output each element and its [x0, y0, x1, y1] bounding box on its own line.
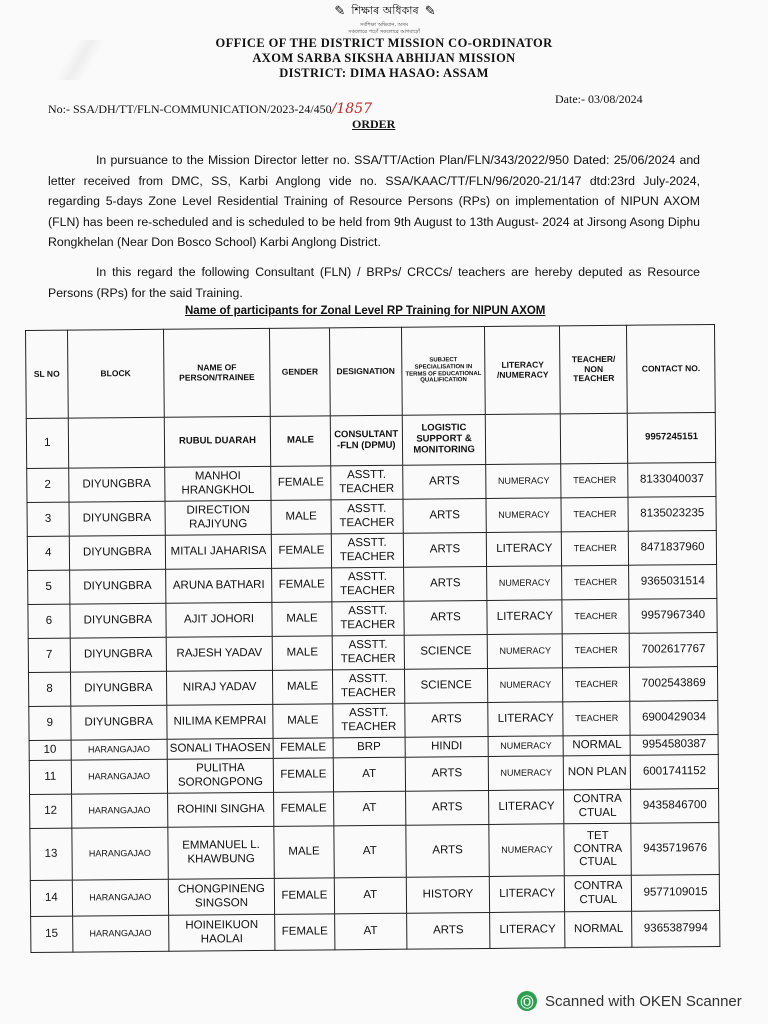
header-contact: CONTACT NO.: [627, 324, 716, 413]
cell-contact: 9577109015: [632, 874, 720, 911]
cell-contact: 8133040037: [628, 462, 716, 497]
cell-literacy: LITERACY: [490, 876, 565, 913]
cell-teacher: TEACHER: [563, 667, 630, 702]
cell-designation: ASSTT. TEACHER: [330, 465, 402, 500]
cell-contact: 9957967340: [629, 598, 717, 633]
cell-teacher: NORMAL: [565, 911, 632, 948]
header-sl: SL NO: [26, 330, 69, 418]
cell-name: PULITHA SORONGPONG: [167, 758, 274, 793]
cell-subject: SCIENCE: [404, 668, 488, 703]
cell-sl: 12: [30, 794, 72, 828]
cell-contact: 8135023235: [628, 496, 716, 531]
cell-block: DIYUNGBRA: [69, 501, 165, 536]
cell-name: EMMANUEL L. KHAWBUNG: [168, 826, 275, 879]
cell-literacy: LITERACY: [487, 600, 562, 635]
cell-gender: FEMALE: [271, 466, 331, 501]
cell-literacy: NUMERACY: [487, 566, 562, 601]
cell-contact: 9435719676: [631, 822, 719, 875]
cell-block: DIYUNGBRA: [68, 467, 164, 502]
cell-literacy: LITERACY: [488, 702, 563, 737]
cell-subject: HINDI: [405, 736, 489, 757]
cell-literacy: NUMERACY: [488, 668, 563, 703]
header-designation: DESIGNATION: [329, 327, 402, 416]
cell-sl: 9: [29, 706, 71, 740]
order-title: ORDER: [352, 117, 396, 131]
cell-teacher: TEACHER: [562, 531, 629, 566]
cell-name: DIRECTION RAJIYUNG: [165, 500, 272, 535]
cell-designation: CONSULTANT -FLN (DPMU): [330, 415, 402, 466]
order-date: Date:- 03/08/2024: [555, 92, 643, 106]
cell-subject: ARTS: [405, 756, 489, 791]
cell-block: HARANGAJAO: [72, 827, 168, 880]
cell-contact: 7002617767: [629, 632, 717, 667]
table-header-row: [26, 324, 716, 418]
cell-sl: 6: [28, 604, 70, 638]
cell-block: DIYUNGBRA: [70, 637, 166, 672]
cell-name: NIRAJ YADAV: [166, 670, 273, 705]
cell-name: RAJESH YADAV: [166, 636, 273, 671]
scanner-text: Scanned with OKEN Scanner: [545, 992, 742, 1010]
cell-subject: ARTS: [403, 566, 487, 601]
cell-teacher: TEACHER: [562, 599, 629, 634]
emblem: [300, 2, 470, 20]
cell-block: HARANGAJAO: [71, 793, 167, 828]
cell-designation: ASSTT. TEACHER: [331, 533, 403, 568]
cell-gender: FEMALE: [272, 534, 332, 569]
cell-designation: ASSTT. TEACHER: [332, 669, 404, 704]
cell-literacy: [486, 414, 562, 465]
cell-sl: 8: [28, 672, 70, 706]
participants-table: [25, 324, 720, 953]
cell-subject: ARTS: [402, 464, 486, 499]
cell-subject: ARTS: [406, 912, 490, 949]
cell-designation: ASSTT. TEACHER: [331, 499, 403, 534]
cell-contact: 6900429034: [630, 700, 718, 735]
table-row: [30, 874, 719, 916]
header-subject: SUBJECT SPECIALISATION IN TERMS OF EDUCATIONAL QUALIFICATION: [401, 326, 485, 415]
cell-name: AJIT JOHORI: [166, 602, 273, 637]
motto-top: সৰ্বশিক্ষা অভিযান, অসম: [360, 22, 408, 28]
cell-gender: FEMALE: [272, 568, 332, 603]
cell-sl: 5: [28, 570, 70, 604]
motto-sub: সকলোৱে পঢ়োঁ সকলোৱে আগবাঢ়োঁ: [348, 29, 420, 35]
scanner-watermark: [517, 991, 742, 1011]
cell-gender: MALE: [274, 826, 334, 879]
header-block: BLOCK: [67, 329, 164, 418]
cell-subject: ARTS: [405, 790, 489, 825]
cell-subject: ARTS: [404, 600, 488, 635]
cell-literacy: LITERACY: [489, 790, 564, 825]
reference-number-text: No:- SSA/DH/TT/FLN-COMMUNICATION/2023-24/450: [48, 102, 332, 116]
emblem-right-icon: ✎: [424, 3, 436, 18]
cell-block: HARANGAJAO: [71, 759, 167, 794]
cell-sl: 2: [27, 468, 69, 502]
cell-designation: ASSTT. TEACHER: [332, 601, 404, 636]
cell-gender: MALE: [273, 704, 333, 739]
table-row: [26, 412, 715, 468]
cell-contact: 9365387994: [632, 910, 720, 947]
cell-block: [68, 417, 164, 468]
cell-teacher: TEACHER: [561, 497, 628, 532]
header-name: NAME OF PERSON/TRAINEE: [163, 328, 270, 417]
cell-literacy: NUMERACY: [487, 634, 562, 669]
cell-block: DIYUNGBRA: [70, 671, 166, 706]
table-row: [30, 822, 719, 880]
cell-gender: FEMALE: [273, 758, 333, 793]
cell-subject: LOGISTIC SUPPORT & MONITORING: [402, 414, 486, 465]
cell-name: MANHOI HRANGKHOL: [164, 466, 271, 501]
header-teacher: TEACHER/ NON TEACHER: [560, 325, 628, 414]
cell-teacher: TEACHER: [563, 701, 630, 736]
cell-sl: 15: [31, 916, 73, 952]
cell-name: ARUNA BATHARI: [165, 568, 272, 603]
cell-literacy: NUMERACY: [489, 824, 565, 877]
emblem-left-icon: ✎: [334, 3, 346, 18]
cell-name: CHONGPINENG SINGSON: [168, 878, 275, 915]
cell-teacher: [561, 413, 628, 464]
cell-contact: 8471837960: [629, 530, 717, 565]
emblem-caption: শিক্ষাৰ অধিকাৰ: [351, 3, 419, 17]
header-literacy: LITERACY /NUMERACY: [485, 326, 561, 415]
cell-teacher: CONTRA CTUAL: [565, 875, 632, 912]
cell-designation: ASSTT. TEACHER: [331, 567, 403, 602]
cell-name: RUBUL DUARAH: [164, 416, 271, 467]
cell-teacher: TET CONTRA CTUAL: [564, 823, 631, 876]
cell-gender: MALE: [271, 500, 331, 535]
cell-teacher: NON PLAN: [564, 755, 631, 790]
cell-contact: 9435846700: [631, 788, 719, 823]
cell-gender: FEMALE: [274, 792, 334, 827]
cell-teacher: NORMAL: [564, 735, 631, 756]
cell-sl: 14: [30, 880, 72, 916]
cell-contact: 9954580387: [630, 734, 718, 755]
cell-name: NILIMA KEMPRAI: [167, 704, 274, 739]
cell-block: DIYUNGBRA: [71, 705, 167, 740]
office-line: OFFICE OF THE DISTRICT MISSION CO-ORDINATOR: [215, 36, 553, 50]
cell-designation: AT: [333, 757, 405, 792]
cell-literacy: NUMERACY: [486, 464, 561, 499]
cell-gender: MALE: [272, 602, 332, 637]
cell-block: HARANGAJAO: [71, 739, 167, 760]
cell-name: SONALI THAOSEN: [167, 738, 274, 759]
cell-subject: HISTORY: [406, 876, 490, 913]
cell-literacy: NUMERACY: [488, 736, 563, 757]
cell-contact: 9365031514: [629, 564, 717, 599]
cell-name: HOINEIKUON HAOLAI: [168, 914, 275, 951]
cell-sl: 4: [27, 536, 69, 570]
cell-sl: 10: [29, 740, 71, 760]
paragraph-2: [48, 262, 700, 303]
cell-sl: 1: [26, 418, 68, 468]
cell-gender: FEMALE: [275, 878, 335, 915]
cell-subject: ARTS: [405, 702, 489, 737]
cell-sl: 11: [29, 760, 71, 794]
cell-block: DIYUNGBRA: [69, 569, 165, 604]
cell-block: DIYUNGBRA: [69, 535, 165, 570]
cell-designation: AT: [334, 825, 406, 878]
cell-literacy: LITERACY: [487, 532, 562, 567]
cell-teacher: TEACHER: [562, 565, 629, 600]
cell-gender: MALE: [272, 636, 332, 671]
table-title: Name of participants for Zonal Level RP Training for NIPUN AXOM: [185, 305, 546, 317]
paragraph-2-text: In this regard the following Consultant (FLN) / BRPs/ CRCCs/ teachers are hereby deputed as Resource Persons (RPs) for the said Training.: [48, 265, 700, 300]
cell-block: HARANGAJAO: [72, 879, 168, 916]
cell-block: HARANGAJAO: [72, 915, 168, 952]
cell-subject: ARTS: [403, 532, 487, 567]
cell-gender: FEMALE: [275, 914, 335, 951]
cell-name: ROHINI SINGHA: [167, 792, 274, 827]
cell-designation: ASSTT. TEACHER: [332, 635, 404, 670]
cell-literacy: NUMERACY: [486, 498, 561, 533]
handwritten-number: /1857: [331, 101, 373, 117]
cell-subject: ARTS: [406, 824, 490, 877]
cell-designation: AT: [334, 877, 406, 914]
cell-literacy: NUMERACY: [489, 756, 564, 791]
cell-gender: MALE: [271, 416, 331, 467]
cell-sl: 3: [27, 502, 69, 536]
cell-contact: 9957245151: [627, 412, 715, 463]
paragraph-1-text: In pursuance to the Mission Director letter no. SSA/TT/Action Plan/FLN/343/2022/950 Dated: 25/06/2024 and letter received from DMC, SS, Karbi Anglong vide no. SSA/KAAC/TT/FLN/96/2020-21/147 dtd:23rd July-2024, regarding 5-days Zone Level Residential Training of Resource Persons (RPs) on implementation of NIPUN AXOM (FLN) has been re-scheduled and is scheduled to be held from 9th August to 13th August- 2024 at Jirsong Asong Diphu Rongkhelan (Near Don Bosco School) Karbi Anglong District.: [48, 153, 700, 249]
mission-line: AXOM SARBA SIKSHA ABHIJAN MISSION: [252, 51, 516, 65]
cell-designation: ASSTT. TEACHER: [333, 703, 405, 738]
cell-designation: AT: [333, 791, 405, 826]
cell-name: MITALI JAHARISA: [165, 534, 272, 569]
cell-teacher: TEACHER: [561, 463, 628, 498]
cell-subject: SCIENCE: [404, 634, 488, 669]
cell-block: DIYUNGBRA: [70, 603, 166, 638]
cell-gender: FEMALE: [273, 738, 333, 759]
cell-teacher: CONTRA CTUAL: [564, 789, 631, 824]
paragraph-1: [48, 150, 700, 253]
header-gender: GENDER: [270, 328, 330, 417]
reference-number: [48, 101, 372, 117]
cell-contact: 7002543869: [630, 666, 718, 701]
cell-gender: MALE: [273, 670, 333, 705]
cell-contact: 6001741152: [630, 754, 718, 789]
district-line: DISTRICT: DIMA HASAO: ASSAM: [279, 66, 489, 80]
cell-subject: ARTS: [403, 498, 487, 533]
cell-designation: AT: [334, 913, 406, 950]
table-row: [31, 910, 720, 952]
cell-sl: 7: [28, 638, 70, 672]
scanner-logo-icon: Ⓞ: [517, 991, 537, 1011]
cell-teacher: TEACHER: [563, 633, 630, 668]
cell-literacy: LITERACY: [490, 912, 565, 949]
cell-designation: BRP: [333, 737, 405, 758]
cell-sl: 13: [30, 828, 72, 880]
